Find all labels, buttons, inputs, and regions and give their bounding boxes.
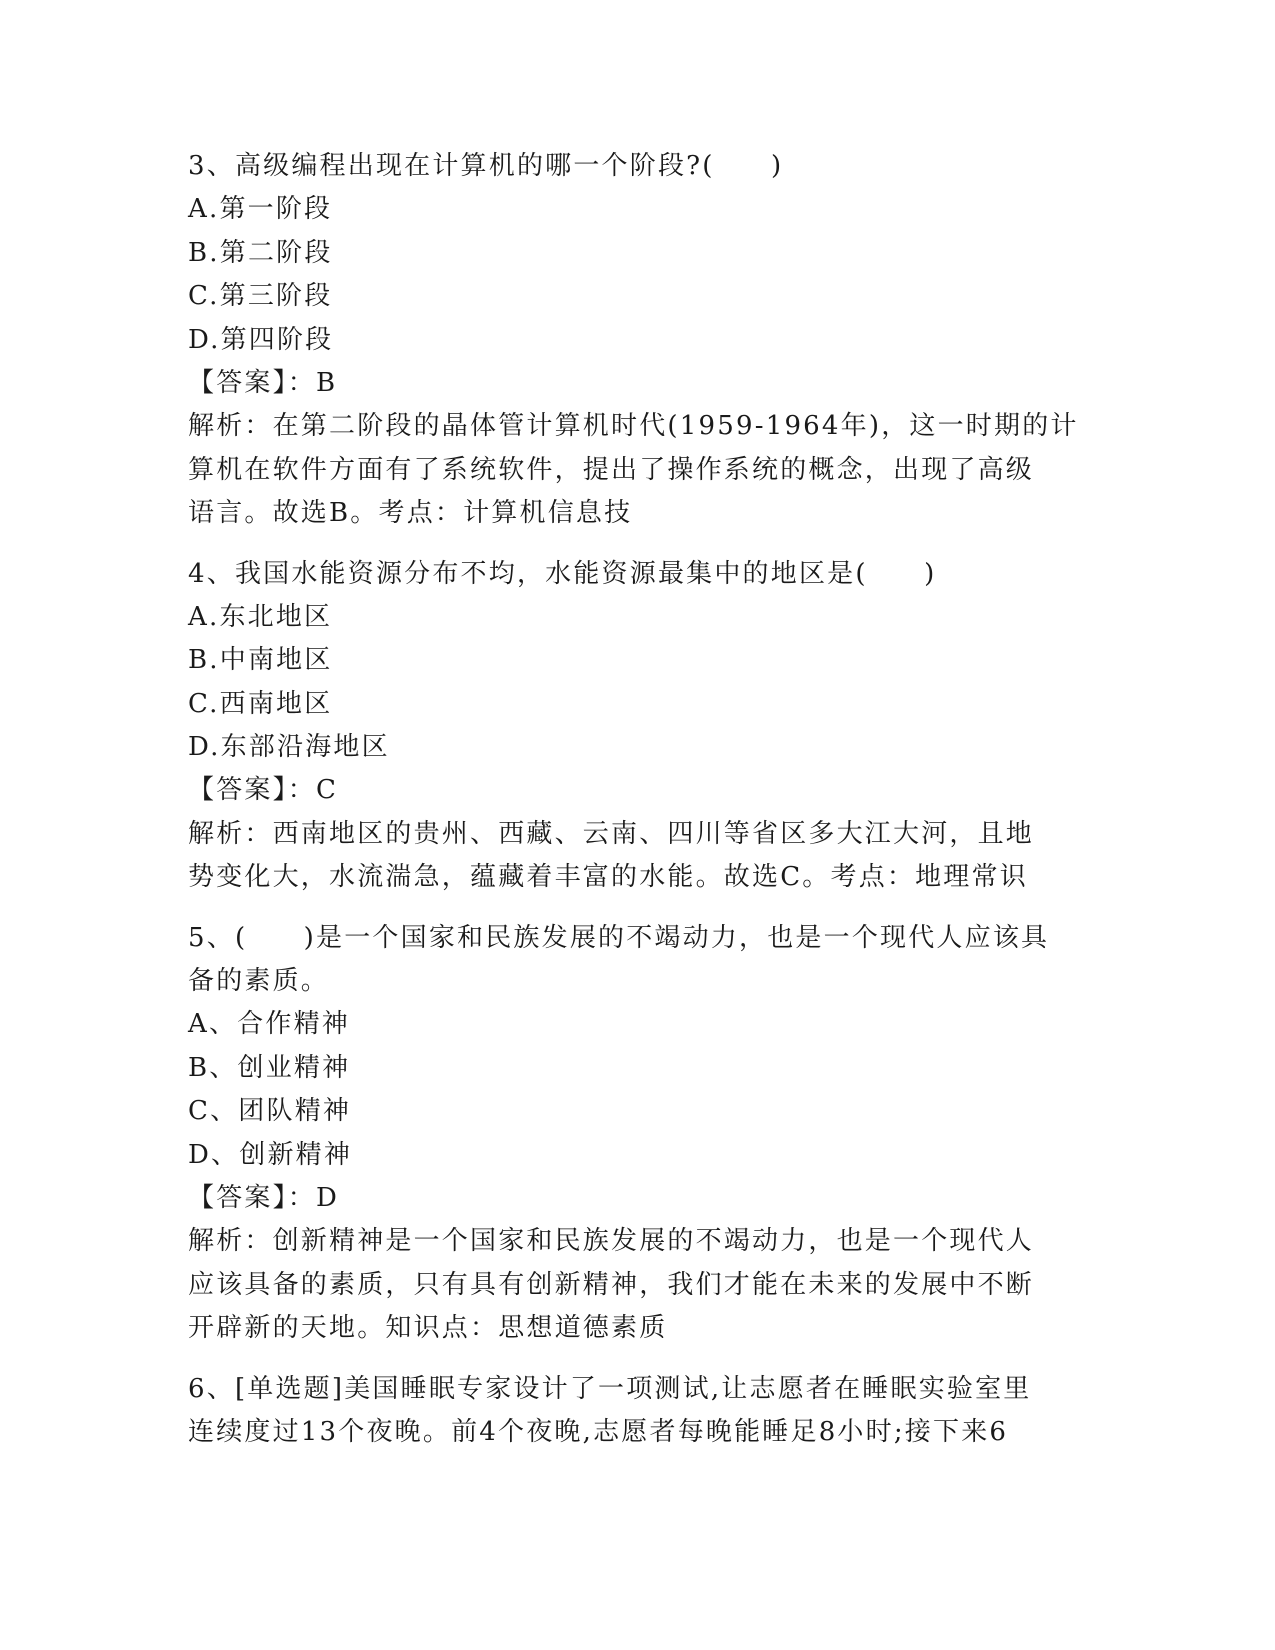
question-4 bbox=[188, 553, 1088, 900]
question-5 bbox=[188, 917, 1088, 1351]
answer-line: 【答案】：B bbox=[188, 367, 338, 398]
answer-line: 【答案】：D bbox=[188, 1182, 340, 1213]
document-content bbox=[188, 145, 1088, 1454]
question-6 bbox=[188, 1368, 1088, 1455]
explanation-line: 应该具备的素质，只有具有创新精神，我们才能在未来的发展中不断 bbox=[188, 1269, 1035, 1300]
option-b: B、创业精神 bbox=[188, 1052, 351, 1083]
question-stem: 3、高级编程出现在计算机的哪一个阶段?( ) bbox=[188, 151, 784, 181]
question-stem: 备的素质。 bbox=[188, 966, 330, 997]
explanation-line: 解析：西南地区的贵州、西藏、云南、四川等省区多大江大河，且地 bbox=[188, 818, 1035, 849]
option-a: A.第一阶段 bbox=[188, 194, 333, 225]
explanation-line: 算机在软件方面有了系统软件，提出了操作系统的概念，出现了高级 bbox=[188, 454, 1035, 485]
option-b: B.中南地区 bbox=[188, 645, 333, 676]
question-stem: 6、[单选题]美国睡眠专家设计了一项测试,让志愿者在睡眠实验室里 bbox=[188, 1373, 1032, 1404]
option-d: D.第四阶段 bbox=[188, 324, 334, 355]
option-a: A、合作精神 bbox=[188, 1009, 350, 1040]
question-stem: 5、( )是一个国家和民族发展的不竭动力，也是一个现代人应该具 bbox=[188, 922, 1050, 953]
option-d: D.东部沿海地区 bbox=[188, 732, 390, 763]
option-c: C.第三阶段 bbox=[188, 281, 333, 312]
explanation-line: 开辟新的天地。知识点：思想道德素质 bbox=[188, 1313, 668, 1344]
explanation-line: 势变化大，水流湍急，蕴藏着丰富的水能。故选C。考点：地理常识 bbox=[188, 862, 1028, 893]
option-a: A.东北地区 bbox=[188, 601, 333, 632]
question-3 bbox=[188, 145, 1088, 536]
option-b: B.第二阶段 bbox=[188, 237, 333, 268]
explanation-line: 语言。故选B。考点：计算机信息技 bbox=[188, 498, 633, 529]
option-c: C、团队精神 bbox=[188, 1096, 352, 1127]
explanation-line: 解析：在第二阶段的晶体管计算机时代(1959-1964年)，这一时期的计 bbox=[188, 411, 1079, 442]
option-d: D、创新精神 bbox=[188, 1139, 353, 1170]
explanation-line: 解析：创新精神是一个国家和民族发展的不竭动力，也是一个现代人 bbox=[188, 1226, 1035, 1257]
question-stem: 4、我国水能资源分布不均，水能资源最集中的地区是( ) bbox=[188, 558, 937, 589]
option-c: C.西南地区 bbox=[188, 688, 333, 719]
answer-line: 【答案】：C bbox=[188, 775, 339, 806]
question-stem: 连续度过13个夜晚。前4个夜晚,志愿者每晚能睡足8小时;接下来6 bbox=[188, 1416, 1009, 1447]
